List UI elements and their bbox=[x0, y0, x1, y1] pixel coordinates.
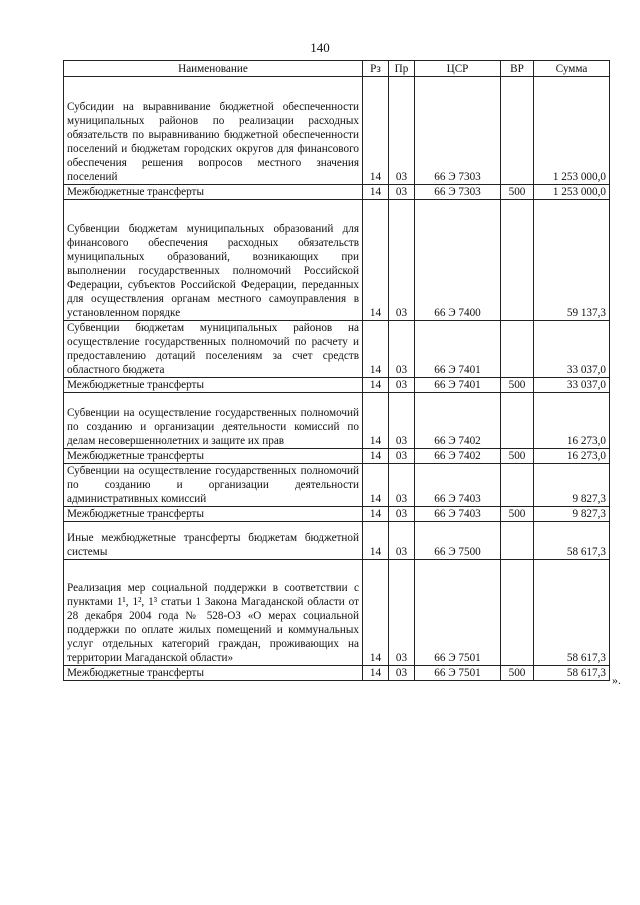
row-rz: 14 bbox=[363, 321, 389, 378]
table-row bbox=[64, 464, 610, 507]
table-row bbox=[64, 449, 610, 464]
row-pr: 03 bbox=[389, 666, 415, 681]
row-csr: 66 Э 7501 bbox=[415, 666, 501, 681]
row-vr: 500 bbox=[501, 666, 534, 681]
page-number: 140 bbox=[310, 40, 330, 55]
table-row bbox=[64, 321, 610, 378]
row-vr bbox=[501, 560, 534, 666]
row-rz: 14 bbox=[363, 378, 389, 393]
row-name: Субвенции бюджетам муниципальных районов на осуществление государственных полномочий по расчету и предоставлению дотаций поселениям за счет средств областного бюджета bbox=[64, 321, 363, 378]
row-pr: 03 bbox=[389, 522, 415, 560]
row-rz: 14 bbox=[363, 507, 389, 522]
row-csr: 66 Э 7303 bbox=[415, 77, 501, 185]
row-rz: 14 bbox=[363, 449, 389, 464]
row-rz: 14 bbox=[363, 560, 389, 666]
row-name: Субсидии на выравнивание бюджетной обеспеченности муниципальных районов по реализации расходных обязательств по выравниванию бюджетной обеспеченности поселений и бюджетам городских округов для финансового обеспечения решения вопросов местного значения поселений bbox=[64, 77, 363, 185]
row-vr bbox=[501, 321, 534, 378]
row-csr: 66 Э 7400 bbox=[415, 200, 501, 321]
row-pr: 03 bbox=[389, 77, 415, 185]
table-row bbox=[64, 200, 610, 321]
row-pr: 03 bbox=[389, 378, 415, 393]
row-name: Межбюджетные трансферты bbox=[64, 185, 363, 200]
row-sum: 16 273,0 bbox=[534, 393, 610, 449]
row-pr: 03 bbox=[389, 507, 415, 522]
row-pr: 03 bbox=[389, 200, 415, 321]
row-name: Иные межбюджетные трансферты бюджетам бюджетной системы bbox=[64, 522, 363, 560]
column-header-sum: Сумма bbox=[534, 61, 610, 77]
row-csr: 66 Э 7303 bbox=[415, 185, 501, 200]
row-vr bbox=[501, 522, 534, 560]
row-vr: 500 bbox=[501, 449, 534, 464]
row-vr bbox=[501, 393, 534, 449]
row-pr: 03 bbox=[389, 185, 415, 200]
row-vr bbox=[501, 77, 534, 185]
row-sum: 1 253 000,0 bbox=[534, 77, 610, 185]
row-sum: 33 037,0 bbox=[534, 321, 610, 378]
row-vr: 500 bbox=[501, 378, 534, 393]
row-name: Субвенции на осуществление государственных полномочий по созданию и организации деятельности административных комиссий bbox=[64, 464, 363, 507]
row-csr: 66 Э 7401 bbox=[415, 378, 501, 393]
row-vr bbox=[501, 200, 534, 321]
table-row bbox=[64, 560, 610, 666]
table-row bbox=[64, 378, 610, 393]
table-row bbox=[64, 393, 610, 449]
column-header-name: Наименование bbox=[64, 61, 363, 77]
row-name: Межбюджетные трансферты bbox=[64, 378, 363, 393]
row-rz: 14 bbox=[363, 77, 389, 185]
row-pr: 03 bbox=[389, 321, 415, 378]
row-name: Межбюджетные трансферты bbox=[64, 666, 363, 681]
table-row bbox=[64, 185, 610, 200]
row-vr bbox=[501, 464, 534, 507]
row-pr: 03 bbox=[389, 560, 415, 666]
row-vr: 500 bbox=[501, 507, 534, 522]
column-header-pr: Пр bbox=[389, 61, 415, 77]
row-pr: 03 bbox=[389, 393, 415, 449]
row-sum: 58 617,3 bbox=[534, 522, 610, 560]
budget-table bbox=[63, 60, 610, 681]
table-row bbox=[64, 77, 610, 185]
row-rz: 14 bbox=[363, 522, 389, 560]
row-csr: 66 Э 7402 bbox=[415, 393, 501, 449]
row-rz: 14 bbox=[363, 200, 389, 321]
row-pr: 03 bbox=[389, 449, 415, 464]
row-csr: 66 Э 7402 bbox=[415, 449, 501, 464]
row-name: Реализация мер социальной поддержки в соответствии с пунктами 1¹, 1², 1³ статьи 1 Закона Магаданской области от 28 декабря 2004 года № 528-ОЗ «О мерах социальной поддержки по оплате жилых помещений и коммунальных услуг отдельных категорий граждан, проживающих на территории Магаданской области» bbox=[64, 560, 363, 666]
table-row bbox=[64, 522, 610, 560]
row-name: Межбюджетные трансферты bbox=[64, 507, 363, 522]
row-rz: 14 bbox=[363, 393, 389, 449]
row-csr: 66 Э 7500 bbox=[415, 522, 501, 560]
row-pr: 03 bbox=[389, 464, 415, 507]
table-row bbox=[64, 666, 610, 681]
row-sum: 33 037,0 bbox=[534, 378, 610, 393]
table-header-row bbox=[64, 61, 610, 77]
row-sum: 1 253 000,0 bbox=[534, 185, 610, 200]
column-header-vr: ВР bbox=[501, 61, 534, 77]
column-header-rz: Рз bbox=[363, 61, 389, 77]
row-name: Субвенции на осуществление государственных полномочий по созданию и организации деятельности комиссий по делам несовершеннолетних и защите их прав bbox=[64, 393, 363, 449]
row-name: Субвенции бюджетам муниципальных образований для финансового обеспечения расходных обязательств муниципальных образований, возникающих при выполнении государственных полномочий Российской Федерации, субъектов Российской Федерации, переданных для осуществления органам местного самоуправления в установленном порядке bbox=[64, 200, 363, 321]
table-row bbox=[64, 507, 610, 522]
row-csr: 66 Э 7403 bbox=[415, 507, 501, 522]
column-header-csr: ЦСР bbox=[415, 61, 501, 77]
row-rz: 14 bbox=[363, 185, 389, 200]
row-name: Межбюджетные трансферты bbox=[64, 449, 363, 464]
row-rz: 14 bbox=[363, 464, 389, 507]
row-sum: 9 827,3 bbox=[534, 464, 610, 507]
row-rz: 14 bbox=[363, 666, 389, 681]
row-csr: 66 Э 7501 bbox=[415, 560, 501, 666]
row-vr: 500 bbox=[501, 185, 534, 200]
row-csr: 66 Э 7401 bbox=[415, 321, 501, 378]
table-body bbox=[64, 77, 610, 681]
row-sum: 58 617,3 bbox=[534, 666, 610, 681]
row-csr: 66 Э 7403 bbox=[415, 464, 501, 507]
row-sum: 59 137,3 bbox=[534, 200, 610, 321]
closing-quote-mark: ». bbox=[612, 673, 621, 687]
row-sum: 9 827,3 bbox=[534, 507, 610, 522]
row-sum: 58 617,3 bbox=[534, 560, 610, 666]
row-sum: 16 273,0 bbox=[534, 449, 610, 464]
